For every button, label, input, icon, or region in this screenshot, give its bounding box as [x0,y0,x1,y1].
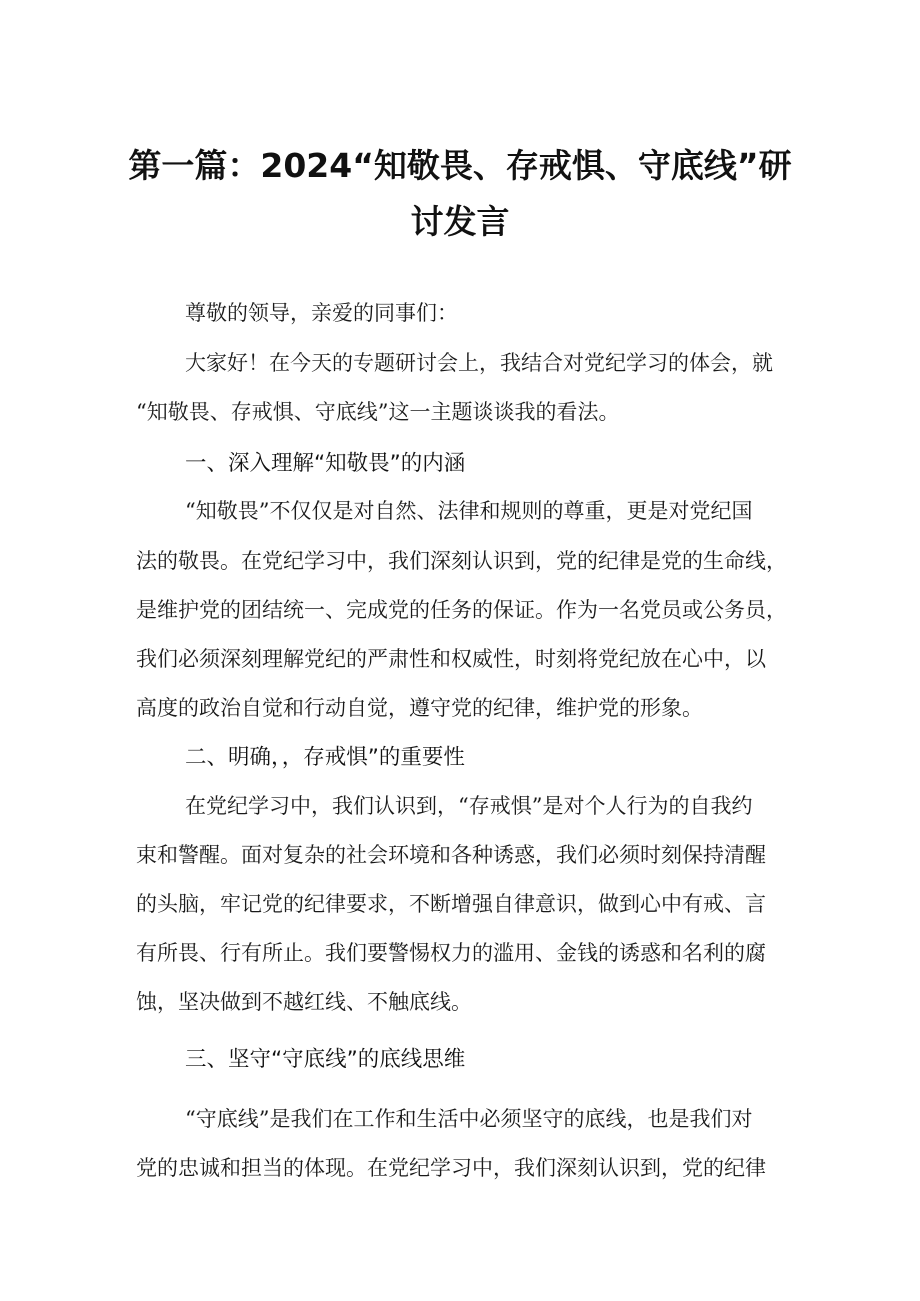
section-2-line-4: 有所畏、行有所止。我们要警惕权力的滥用、金钱的诱惑和名利的腐 [136,941,766,965]
section-2-heading: 二、明确，，存戒惧”的重要性 [185,745,465,770]
section-1-line-5: 高度的政治自觉和行动自觉，遵守党的纪律，维护党的形象。 [136,696,703,720]
section-2-line-2: 束和警醒。面对复杂的社会环境和各种诱惑，我们必须时刻保持清醒 [136,843,766,867]
section-3-heading: 三、坚守“守底线”的底线思维 [185,1047,466,1072]
document-title-line-2: 讨发言 [410,202,510,241]
section-3-line-1: “守底线”是我们在工作和生活中必须坚守的底线，也是我们对 [185,1107,753,1131]
section-1-line-3: 是维护党的团结统一、完成党的任务的保证。作为一名党员或公务员， [136,598,787,622]
section-1-line-4: 我们必须深刻理解党纪的严肃性和权威性，时刻将党纪放在心中，以 [136,647,766,671]
intro-line-1: 大家好！在今天的专题研讨会上，我结合对党纪学习的体会，就 [185,351,773,375]
section-1-line-2: 法的敬畏。在党纪学习中，我们深刻认识到，党的纪律是党的生命线， [136,549,787,573]
intro-line-2: “知敬畏、存戒惧、守底线”这一主题谈谈我的看法。 [136,400,620,424]
salutation: 尊敬的领导，亲爱的同事们： [185,301,458,325]
section-2-line-3: 的头脑，牢记党的纪律要求，不断增强自律意识，做到心中有戒、言 [136,892,766,916]
section-2-line-1: 在党纪学习中，我们认识到，“存戒惧”是对个人行为的自我约 [185,794,753,818]
section-2-line-5: 蚀，坚决做到不越红线、不触底线。 [136,990,472,1014]
section-1-line-1: “知敬畏”不仅仅是对自然、法律和规则的尊重，更是对党纪国 [185,499,753,523]
document-title-line-1: 第一篇：2024“知敬畏、存戒惧、守底线”研 [128,146,792,185]
section-3-line-2: 党的忠诚和担当的体现。在党纪学习中，我们深刻认识到，党的纪律 [136,1156,766,1180]
section-1-heading: 一、深入理解“知敬畏”的内涵 [185,451,466,476]
